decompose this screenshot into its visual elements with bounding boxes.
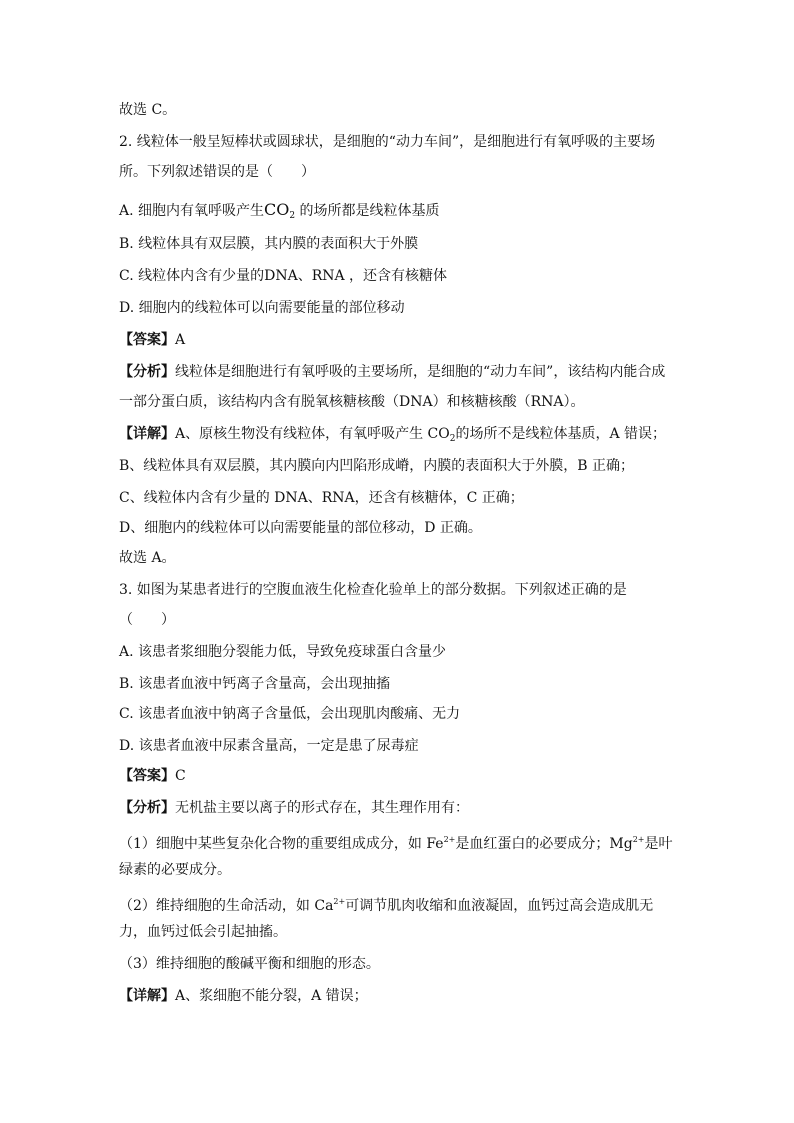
question-3-detail <box>119 986 368 1006</box>
question-3-option-b: B. 该患者血液中钙离子含量高，会出现抽搐 <box>119 676 391 692</box>
mg-charge: 2+ <box>632 835 645 844</box>
detail-label: 【详解】 <box>119 988 175 1004</box>
point-2-text-end: 可调节肌肉收缩和血液凝固，血钙过高会造成肌无 <box>345 898 654 914</box>
point-2-text: （2）维持细胞的生命活动，如 Ca <box>119 898 334 914</box>
question-2-stem-cont: 所。下列叙述错误的是（ ） <box>119 164 315 180</box>
question-2-detail-d: D、细胞内的线粒体可以向需要能量的部位移动，D 正确。 <box>119 520 482 536</box>
point-1-text: （1）细胞中某些复杂化合物的重要组成成分，如 Fe <box>119 836 444 852</box>
detail-text: A、原核生物没有线粒体，有氧呼吸产生 CO <box>175 426 450 442</box>
analysis-point-1-cont: 绿素的必要成分。 <box>119 862 231 878</box>
analysis-point-2-cont: 力，血钙过低会引起抽搐。 <box>119 924 287 940</box>
ca-charge: 2+ <box>333 897 346 906</box>
question-3-stem: 3. 如图为某患者进行的空腹血液生化检查化验单上的部分数据。下列叙述正确的是 <box>119 582 627 598</box>
analysis-point-3: （3）维持细胞的酸碱平衡和细胞的形态。 <box>119 956 380 972</box>
question-2-detail-b: B、线粒体具有双层膜，其内膜向内凹陷形成嵴，内膜的表面积大于外膜，B 正确； <box>119 458 635 474</box>
question-2-detail <box>119 424 666 444</box>
question-2-stem: 2. 线粒体一般呈短棒状或圆球状，是细胞的“动力车间”，是细胞进行有氧呼吸的主要场 <box>119 134 656 150</box>
question-2-detail-c: C、线粒体内含有少量的 DNA、RNA，还含有核糖体，C 正确； <box>119 490 524 506</box>
question-2-option-a <box>119 200 440 220</box>
co2-subscript: 2 <box>449 434 456 444</box>
answer-choice-line: 故选 C。 <box>119 102 177 118</box>
detail-text-end: 的场所不是线粒体基质，A 错误； <box>455 426 667 442</box>
question-3-option-d: D. 该患者血液中尿素含量高，一定是患了尿毒症 <box>119 738 419 754</box>
detail-label: 【详解】 <box>119 426 175 442</box>
answer-value: C <box>175 768 186 784</box>
question-3-answer <box>119 766 186 786</box>
detail-text: A、浆细胞不能分裂，A 错误； <box>175 988 368 1004</box>
analysis-text: 无机盐主要以离子的形式存在，其生理作用有： <box>175 800 469 816</box>
analysis-point-2 <box>119 892 653 912</box>
question-3-option-c: C. 该患者血液中钠离子含量低，会出现肌肉酸痛、无力 <box>119 706 461 722</box>
option-a-text-end: 的场所都是线粒体基质 <box>295 203 440 219</box>
analysis-label: 【分析】 <box>119 800 175 816</box>
analysis-text: 线粒体是细胞进行有氧呼吸的主要场所，是细胞的“动力车间”，该结构内能合成 <box>175 364 666 380</box>
analysis-point-1 <box>119 830 672 850</box>
co2-formula: CO <box>264 200 290 219</box>
option-a-text: A. 细胞内有氧呼吸产生 <box>119 203 265 219</box>
question-2-choice: 故选 A。 <box>119 550 176 566</box>
point-1-text-end: 是叶 <box>644 836 673 852</box>
co2-subscript: 2 <box>289 211 296 221</box>
question-2-option-b: B. 线粒体具有双层膜，其内膜的表面积大于外膜 <box>119 236 419 252</box>
question-3-stem-cont: （ ） <box>119 612 175 628</box>
question-3-analysis <box>119 798 469 818</box>
question-2-answer <box>119 330 185 350</box>
analysis-label: 【分析】 <box>119 364 175 380</box>
fe-charge: 2+ <box>443 835 456 844</box>
question-2-option-d: D. 细胞内的线粒体可以向需要能量的部位移动 <box>119 300 405 316</box>
answer-label: 【答案】 <box>119 332 175 348</box>
answer-value: A <box>175 332 186 348</box>
question-2-analysis <box>119 362 665 382</box>
answer-label: 【答案】 <box>119 768 175 784</box>
point-1-text-mid: 是血红蛋白的必要成分；Mg <box>455 836 633 852</box>
question-2-option-c: C. 线粒体内含有少量的DNA、RNA ，还含有核糖体 <box>119 268 448 284</box>
question-2-analysis-cont: 一部分蛋白质，该结构内含有脱氧核糖核酸（DNA）和核糖核酸（RNA）。 <box>119 394 585 410</box>
question-3-option-a: A. 该患者浆细胞分裂能力低，导致免疫球蛋白含量少 <box>119 644 447 660</box>
